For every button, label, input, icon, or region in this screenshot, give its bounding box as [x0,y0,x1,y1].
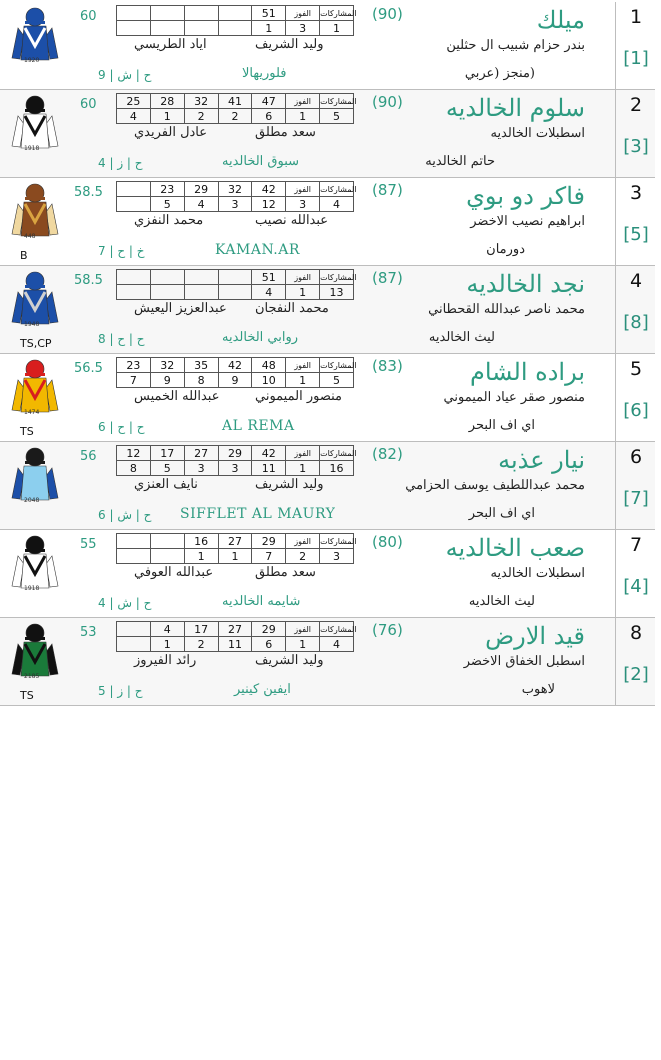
rating-history-cell [150,534,184,549]
finish-position-cell [150,285,184,300]
draw-position: [4] [623,576,649,597]
finish-position-cell: 8 [117,461,151,476]
assistant-jockey-name: محمد النفزي [134,213,204,228]
rating-history-cell: 32 [184,94,218,109]
finish-position-cell [117,21,151,36]
assistant-jockey-name: عادل الفريدي [134,125,208,140]
wins-header: الفوز [286,622,320,637]
rating-history-cell [218,270,252,285]
starts-header: المشاركات [320,446,354,461]
finish-position-cell [117,637,151,652]
starts-value: 4 [320,637,354,652]
finish-position-cell: 11 [218,637,252,652]
carried-weight: 56.5 [74,361,103,376]
rating-history-cell [117,270,151,285]
finish-position-cell: 4 [117,109,151,124]
starts-header: المشاركات [320,182,354,197]
trainer-name: لاهوب [521,682,555,697]
rating-history-cell: 41 [218,94,252,109]
horse-rating: (90) [372,5,403,23]
finish-position-cell [218,21,252,36]
carried-weight: 55 [80,537,97,552]
horse-name[interactable]: قيد الارض [485,622,585,650]
finish-position-cell: 6 [252,109,286,124]
owner-name: محمد ناصر عبدالله القحطاني [428,302,585,317]
sire-name: KAMAN.AR [215,242,300,258]
rating-history-cell: 28 [150,94,184,109]
rating-history-cell [117,534,151,549]
owner-name: منصور صقر عياد الميموني [443,390,585,405]
assistant-jockey-name: عبدالله العوفي [134,565,214,580]
trainer-name: (منجز (عربي [464,66,535,81]
starts-header: المشاركات [320,94,354,109]
number-column [615,178,656,265]
assistant-jockey-name: رائد الفيروز [134,653,197,668]
number-column [615,442,656,529]
jockey-name[interactable]: عبدالله نصيب [255,213,329,228]
finish-position-cell: 3 [218,461,252,476]
runner-number: 4 [629,270,643,292]
rating-history-cell [150,6,184,21]
owner-name: اسطبلات الخالديه [490,566,585,581]
jockey-name[interactable]: منصور الميموني [255,389,342,404]
runner-number: 7 [629,534,643,556]
horse-rating: (83) [372,357,403,375]
form-stats-table [116,533,357,564]
rating-history-cell: 32 [150,358,184,373]
finish-position-cell: 9 [218,373,252,388]
rating-history-cell: 42 [218,358,252,373]
finish-position-cell: 12 [252,197,286,212]
horse-name[interactable]: براده الشام [469,358,585,386]
race-card-list [0,2,655,706]
rating-history-cell [184,270,218,285]
finish-position-cell [184,285,218,300]
finish-position-cell: 2 [184,109,218,124]
silk-code: 1920 [24,57,40,64]
wins-header: الفوز [286,182,320,197]
runner-row-1[interactable] [0,2,655,90]
owner-name: اسطبل الخفاق الاخضر [463,654,585,669]
finish-position-cell: 8 [184,373,218,388]
assistant-jockey-name: نايف العنزي [134,477,198,492]
finish-position-cell [184,21,218,36]
rating-history-cell: 47 [252,94,286,109]
runner-number: 1 [629,6,643,28]
horse-rating: (80) [372,533,403,551]
form-stats-table [116,93,357,124]
silk-code: 2048 [24,497,40,504]
form-stats-table [116,181,357,212]
number-column [615,90,656,177]
trainer-name: ليث الخالديه [468,594,535,609]
carried-weight: 60 [80,9,97,24]
finish-position-cell: 1 [218,549,252,564]
wins-value: 1 [286,637,320,652]
rating-history-cell: 23 [117,358,151,373]
number-column [615,266,656,353]
number-column [615,530,656,617]
finish-position-cell: 7 [252,549,286,564]
trainer-name: حاتم الخالديه [425,154,495,169]
horse-rating: (90) [372,93,403,111]
carried-weight: 58.5 [74,273,103,288]
wins-value: 1 [286,373,320,388]
trainer-name: دورمان [486,242,525,257]
wins-header: الفوز [286,270,320,285]
starts-header: المشاركات [320,6,354,21]
trainer-name: ليث الخالديه [428,330,495,345]
rating-history-cell: 27 [184,446,218,461]
rating-history-cell: 48 [252,358,286,373]
finish-position-cell: 5 [150,197,184,212]
silk-code: 1918 [24,585,40,592]
finish-position-cell [117,197,151,212]
starts-value: 5 [320,109,354,124]
sire-name: شايمه الخالديه [222,594,301,609]
finish-position-cell [218,285,252,300]
rating-history-cell: 23 [150,182,184,197]
sire-name: روابي الخالديه [222,330,299,345]
wins-header: الفوز [286,534,320,549]
jockey-name[interactable]: وليد الشريف [255,653,324,668]
runner-row-6[interactable] [0,442,655,530]
jockey-name[interactable]: وليد الشريف [255,477,324,492]
rating-history-cell: 42 [252,446,286,461]
horse-name[interactable]: نجد الخالديه [466,270,585,298]
rating-history-cell: 27 [218,622,252,637]
number-column [615,354,656,441]
starts-value: 3 [320,549,354,564]
horse-name[interactable]: ميلك [536,6,585,34]
rating-history-cell: 51 [252,6,286,21]
starts-value: 16 [320,461,354,476]
draw-position: [8] [623,312,649,333]
runner-row-5[interactable] [0,354,655,442]
equipment-codes: ح | ز | 4 [98,156,143,170]
rating-history-cell [117,622,151,637]
sire-name: سبوق الخالديه [222,154,300,169]
rating-history-cell: 12 [117,446,151,461]
runner-row-7[interactable] [0,530,655,618]
rating-history-cell: 35 [184,358,218,373]
assistant-jockey-name: عبدالله الخميس [134,389,220,404]
gear-codes: TS,CP [20,337,52,350]
finish-position-cell: 2 [218,109,252,124]
runner-number: 3 [629,182,643,204]
draw-position: [5] [623,224,649,245]
rating-history-cell [150,270,184,285]
wins-value: 1 [286,285,320,300]
form-stats-table [116,269,357,300]
finish-position-cell: 2 [184,637,218,652]
equipment-codes: خ | ح | 7 [98,244,145,258]
wins-value: 3 [286,197,320,212]
horse-rating: (87) [372,269,403,287]
trainer-name: اي اف البحر [468,418,535,433]
horse-name[interactable]: نيار عذبه [498,446,585,474]
horse-rating: (82) [372,445,403,463]
wins-header: الفوز [286,446,320,461]
finish-position-cell: 1 [150,109,184,124]
carried-weight: 56 [80,449,97,464]
owner-name: ابراهيم نصيب الاخضر [470,214,585,229]
runner-number: 5 [629,358,643,380]
finish-position-cell [150,21,184,36]
draw-position: [2] [623,664,649,685]
number-column [615,618,656,705]
runner-row-8[interactable] [0,618,655,706]
rating-history-cell [117,6,151,21]
rating-history-cell: 17 [150,446,184,461]
starts-header: المشاركات [320,534,354,549]
gear-codes: B [20,249,28,262]
finish-position-cell: 1 [252,21,286,36]
wins-header: الفوز [286,6,320,21]
wins-value: 3 [286,21,320,36]
finish-position-cell: 1 [184,549,218,564]
form-stats-table [116,621,357,652]
runner-number: 8 [629,622,643,644]
silk-code: 448 [24,233,36,240]
runner-number: 6 [629,446,643,468]
wins-header: الفوز [286,358,320,373]
wins-value: 1 [286,461,320,476]
runner-row-4[interactable] [0,266,655,354]
rating-history-cell: 29 [252,622,286,637]
sire-name: ايفين كينير [234,682,291,697]
form-stats-table [116,357,357,388]
owner-name: محمد عبداللطيف يوسف الحزامي [405,478,585,493]
finish-position-cell: 10 [252,373,286,388]
gear-codes: TS [20,689,34,702]
draw-position: [3] [623,136,649,157]
assistant-jockey-name: عبدالعزيز اليعيش [134,301,227,316]
form-stats-table [116,5,357,36]
wins-value: 1 [286,109,320,124]
sire-name: AL REMA [222,418,295,434]
silk-code: 1474 [24,409,40,416]
finish-position-cell: 9 [150,373,184,388]
silk-code: 1918 [24,145,40,152]
finish-position-cell [117,285,151,300]
finish-position-cell [150,549,184,564]
finish-position-cell: 3 [184,461,218,476]
rating-history-cell [218,6,252,21]
finish-position-cell: 5 [150,461,184,476]
rating-history-cell [184,6,218,21]
wins-header: الفوز [286,94,320,109]
rating-history-cell: 17 [184,622,218,637]
starts-header: المشاركات [320,622,354,637]
finish-position-cell: 3 [218,197,252,212]
finish-position-cell: 7 [117,373,151,388]
equipment-codes: ح | ش | 6 [98,508,152,522]
sire-name: فلوريهالا [242,66,287,81]
rating-history-cell: 29 [218,446,252,461]
equipment-codes: ح | ش | 4 [98,596,152,610]
finish-position-cell: 4 [252,285,286,300]
starts-value: 13 [320,285,354,300]
jockey-name[interactable]: سعد مطلق [255,565,316,580]
assistant-jockey-name: اياد الطريسي [134,37,207,52]
finish-position-cell: 4 [184,197,218,212]
wins-value: 2 [286,549,320,564]
horse-rating: (76) [372,621,403,639]
trainer-name: اي اف البحر [468,506,535,521]
finish-position-cell: 1 [150,637,184,652]
rating-history-cell: 25 [117,94,151,109]
draw-position: [7] [623,488,649,509]
horse-name[interactable]: فاكر دو بوي [466,182,585,210]
jockey-name[interactable]: وليد الشريف [255,37,324,52]
draw-position: [1] [623,48,649,69]
sire-name: SIFFLET AL MAURY [180,506,336,522]
number-column [615,2,656,89]
draw-position: [6] [623,400,649,421]
rating-history-cell: 32 [218,182,252,197]
equipment-codes: ح | ز | 5 [98,684,143,698]
starts-value: 1 [320,21,354,36]
rating-history-cell: 42 [252,182,286,197]
starts-value: 4 [320,197,354,212]
runner-row-2[interactable] [0,90,655,178]
starts-header: المشاركات [320,358,354,373]
rating-history-cell: 16 [184,534,218,549]
finish-position-cell: 6 [252,637,286,652]
runner-number: 2 [629,94,643,116]
rating-history-cell: 27 [218,534,252,549]
owner-name: اسطبلات الخالديه [490,126,585,141]
horse-name[interactable]: صعب الخالديه [445,534,585,562]
horse-rating: (87) [372,181,403,199]
silk-code: 1948 [24,321,40,328]
jockey-name[interactable]: سعد مطلق [255,125,316,140]
rating-history-cell: 51 [252,270,286,285]
starts-header: المشاركات [320,270,354,285]
equipment-codes: ح | ش | 9 [98,68,152,82]
owner-name: بندر حزام شبيب ال حثلين [446,38,585,53]
carried-weight: 60 [80,97,97,112]
horse-name[interactable]: سلوم الخالديه [445,94,585,122]
form-stats-table [116,445,357,476]
gear-codes: TS [20,425,34,438]
starts-value: 5 [320,373,354,388]
runner-row-3[interactable] [0,178,655,266]
finish-position-cell [117,549,151,564]
carried-weight: 58.5 [74,185,103,200]
silk-code: 2185 [24,673,40,680]
rating-history-cell [117,182,151,197]
jockey-name[interactable]: محمد النفجان [255,301,329,316]
rating-history-cell: 29 [184,182,218,197]
rating-history-cell: 29 [252,534,286,549]
finish-position-cell: 11 [252,461,286,476]
equipment-codes: ح | ح | 6 [98,420,145,434]
equipment-codes: ح | ح | 8 [98,332,145,346]
carried-weight: 53 [80,625,97,640]
rating-history-cell: 4 [150,622,184,637]
